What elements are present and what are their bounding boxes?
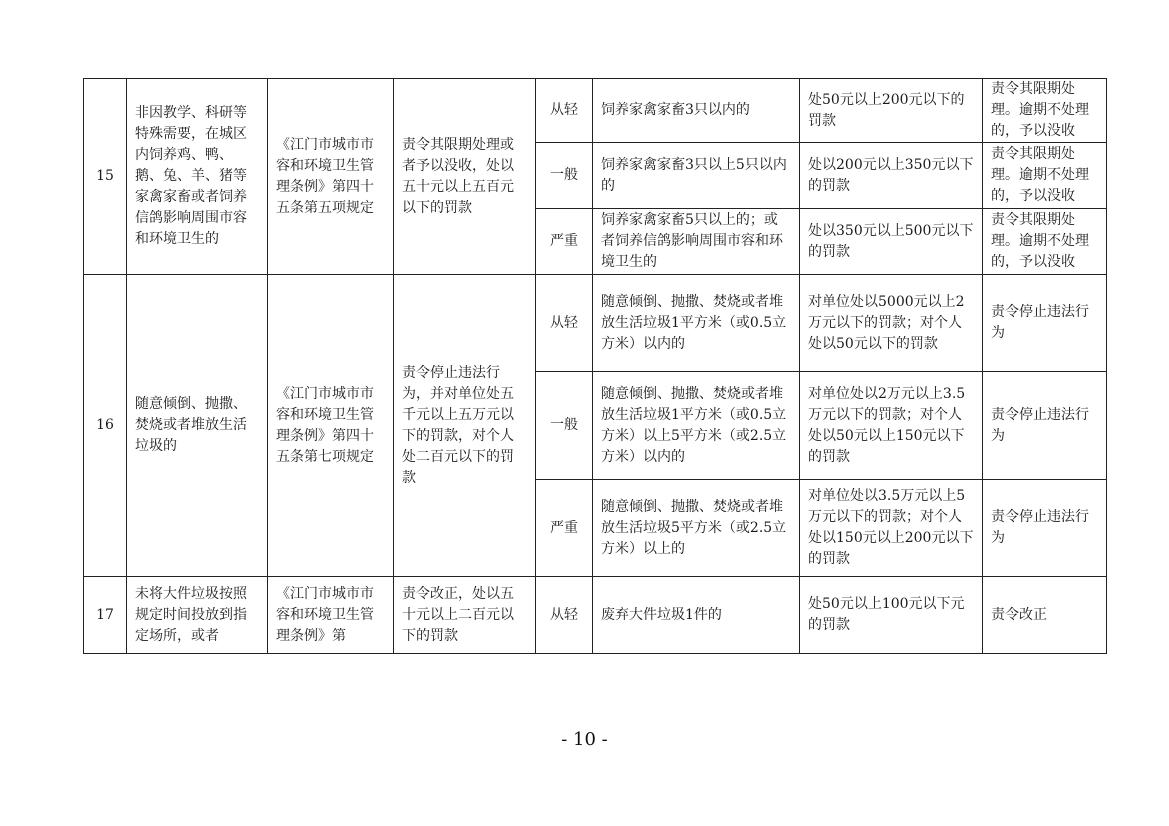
degree: 严重 bbox=[536, 480, 593, 577]
penalty-table bbox=[83, 78, 1107, 654]
other-measure: 责令停止违法行为 bbox=[983, 372, 1107, 480]
violation-behavior: 非因教学、科研等特殊需要，在城区内饲养鸡、鸭、鹅、兔、羊、猪等家禽家畜或者饲养信鸽影响周围市容和环境卫生的 bbox=[127, 79, 268, 275]
other-measure: 责令停止违法行为 bbox=[983, 480, 1107, 577]
table-row bbox=[84, 79, 1107, 143]
penalty-standard: 处以200元以上350元以下的罚款 bbox=[800, 143, 983, 209]
circumstance: 饲养家禽家畜5只以上的；或者饲养信鸽影响周围市容和环境卫生的 bbox=[593, 209, 800, 275]
degree: 一般 bbox=[536, 372, 593, 480]
degree: 从轻 bbox=[536, 577, 593, 654]
degree: 从轻 bbox=[536, 79, 593, 143]
table-row bbox=[84, 275, 1107, 372]
circumstance: 随意倾倒、抛撒、焚烧或者堆放生活垃圾1平方米（或0.5立方米）以内的 bbox=[593, 275, 800, 372]
penalty-standard: 处50元以上200元以下的罚款 bbox=[800, 79, 983, 143]
degree: 从轻 bbox=[536, 275, 593, 372]
circumstance: 随意倾倒、抛撒、焚烧或者堆放生活垃圾5平方米（或2.5立方米）以上的 bbox=[593, 480, 800, 577]
circumstance: 废弃大件垃圾1件的 bbox=[593, 577, 800, 654]
penalty-provision: 责令改正，处以五十元以上二百元以下的罚款 bbox=[394, 577, 536, 654]
item-number: 16 bbox=[84, 275, 127, 577]
legal-basis: 《江门市城市市容和环境卫生管理条例》第四十五条第五项规定 bbox=[268, 79, 394, 275]
violation-behavior: 随意倾倒、抛撒、焚烧或者堆放生活垃圾的 bbox=[127, 275, 268, 577]
penalty-standard: 对单位处以5000元以上2万元以下的罚款；对个人处以50元以下的罚款 bbox=[800, 275, 983, 372]
other-measure: 责令其限期处理。逾期不处理的，予以没收 bbox=[983, 143, 1107, 209]
circumstance: 随意倾倒、抛撒、焚烧或者堆放生活垃圾1平方米（或0.5立方米）以上5平方米（或2.5立方米）以内的 bbox=[593, 372, 800, 480]
degree: 一般 bbox=[536, 143, 593, 209]
table-row bbox=[84, 577, 1107, 654]
other-measure: 责令停止违法行为 bbox=[983, 275, 1107, 372]
penalty-standard: 对单位处以3.5万元以上5万元以下的罚款；对个人处以150元以上200元以下的罚款 bbox=[800, 480, 983, 577]
penalty-standard: 处50元以上100元以下元的罚款 bbox=[800, 577, 983, 654]
other-measure: 责令改正 bbox=[983, 577, 1107, 654]
legal-basis: 《江门市城市市容和环境卫生管理条例》第 bbox=[268, 577, 394, 654]
penalty-standard: 对单位处以2万元以上3.5万元以下的罚款；对个人处以50元以上150元以下的罚款 bbox=[800, 372, 983, 480]
page-number: - 10 - bbox=[561, 729, 608, 750]
legal-basis: 《江门市城市市容和环境卫生管理条例》第四十五条第七项规定 bbox=[268, 275, 394, 577]
item-number: 15 bbox=[84, 79, 127, 275]
circumstance: 饲养家禽家畜3只以内的 bbox=[593, 79, 800, 143]
penalty-standard: 处以350元以上500元以下的罚款 bbox=[800, 209, 983, 275]
circumstance: 饲养家禽家畜3只以上5只以内的 bbox=[593, 143, 800, 209]
other-measure: 责令其限期处理。逾期不处理的，予以没收 bbox=[983, 79, 1107, 143]
violation-behavior: 未将大件垃圾按照规定时间投放到指定场所，或者 bbox=[127, 577, 268, 654]
degree: 严重 bbox=[536, 209, 593, 275]
item-number: 17 bbox=[84, 577, 127, 654]
penalty-provision: 责令停止违法行为，并对单位处五千元以上五万元以下的罚款，对个人处二百元以下的罚款 bbox=[394, 275, 536, 577]
penalty-provision: 责令其限期处理或者予以没收，处以五十元以上五百元以下的罚款 bbox=[394, 79, 536, 275]
other-measure: 责令其限期处理。逾期不处理的，予以没收 bbox=[983, 209, 1107, 275]
